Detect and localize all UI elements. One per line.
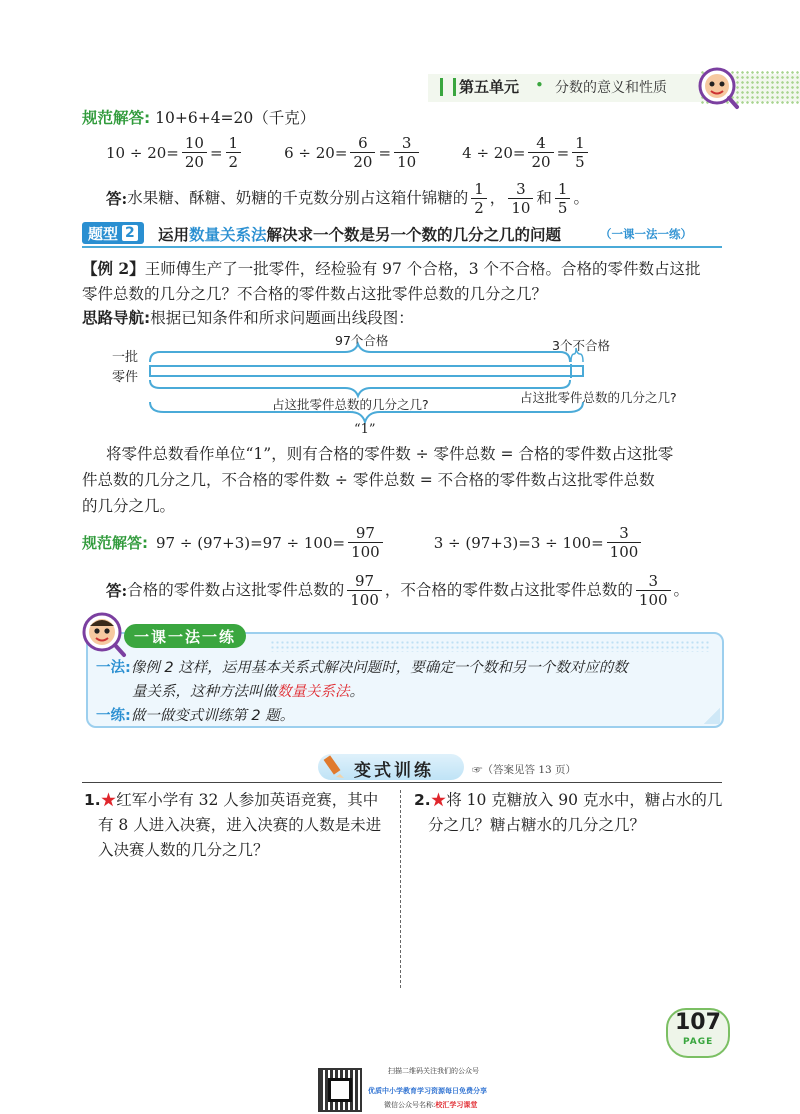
solution2-equations: 规范解答: 97 ÷ (97+3)=97 ÷ 100= $\frac{97}{100}$ 3 ÷ (97+3)=3 ÷ 100= $\frac{3}{100}$	[82, 524, 644, 561]
practice-column-divider	[400, 790, 401, 988]
guide-line: 思路导航:根据已知条件和所求问题画出线段图：	[82, 309, 414, 327]
star-icon: ★	[430, 791, 447, 809]
question-2-line1: 2.★将 10 克糖放入 90 克水中，糖占水的几	[414, 791, 723, 809]
star-icon: ★	[100, 791, 117, 809]
solution1-equations: 10 ÷ 20= $\frac{10}{20}$ = $\frac{1}{2}$ 6 ÷ 20= $\frac{6}{20}$ = $\frac{3}{10}$ 4 ÷ 20= $\frac{4}{20}$ = $\frac{1}{5}$	[106, 134, 591, 171]
header-unit: 第五单元	[459, 78, 520, 96]
question-1-line1: 1.★红军小学有 32 人参加英语竞赛，其中	[84, 791, 379, 809]
fraction: $\frac{10}{20}$	[182, 134, 207, 171]
lesson-fa-line1: 一法:像例 2 这样，运用基本关系式解决问题时，要确定一个数和另一个数对应的数	[96, 660, 628, 676]
brace-top-97	[150, 344, 570, 362]
explain-line1: 将零件总数看作单位“1”，则有合格的零件数 ÷ 零件总数 = 合格的零件数占这批零	[106, 445, 674, 463]
brace-top-3	[571, 348, 583, 362]
diagram-top-right: 3个不合格	[552, 338, 610, 353]
fraction: $\frac{1}{5}$	[572, 134, 588, 171]
fraction: $\frac{1}{2}$	[471, 180, 487, 217]
qr-code-inner	[328, 1078, 352, 1102]
practice-answer-ref: ☞（答案见答 13 页）	[472, 764, 577, 776]
segment-bar	[150, 366, 583, 376]
question-1-line3: 入决赛人数的几分之几？	[98, 841, 269, 859]
lesson-lian-line: 一练:做一做变式训练第 2 题。	[96, 708, 295, 724]
header-dot: •	[535, 76, 544, 94]
fraction: $\frac{97}{100}$	[348, 524, 383, 561]
solution1-answer: 答: 水果糖、酥糖、奶糖的千克数分别占这箱什锦糖的 $\frac{1}{2}$ ， $\frac{3}{10}$ 和 $\frac{1}{5}$ 。	[106, 180, 589, 217]
practice-divider-top	[82, 782, 722, 783]
type-badge: 题型 2	[82, 222, 144, 244]
eq3-lhs: 4 ÷ 20=	[462, 143, 526, 162]
footer-scan: 扫描二维码关注我们的公众号	[388, 1067, 479, 1075]
question-1-line2: 有 8 人进入决赛，进入决赛的人数是未进	[98, 816, 382, 834]
diagram-top-left: 97个合格	[335, 333, 389, 348]
diagram-bottom-right: 占这批零件总数的几分之几?	[520, 390, 677, 405]
footer-wechat: 微信公众号名称:校汇学习课堂	[384, 1101, 478, 1109]
page-number: 107	[675, 1010, 721, 1035]
lesson-dotted-fill	[270, 640, 710, 652]
fraction: $\frac{3}{10}$	[508, 180, 533, 217]
fraction: $\frac{3}{100}$	[607, 524, 642, 561]
page-label: PAGE	[683, 1037, 714, 1047]
fraction: $\frac{4}{20}$	[528, 134, 553, 171]
type-tag: （一课一法一练）	[600, 227, 692, 241]
pencil-icon	[322, 752, 350, 784]
eq2-lhs: 6 ÷ 20=	[284, 143, 348, 162]
mascot-icon	[696, 66, 740, 114]
explain-line3: 的几分之几。	[82, 497, 176, 515]
explain-line2: 件总数的几分之几，不合格的零件数 ÷ 零件总数 = 不合格的零件数占这批零件总数	[82, 471, 655, 489]
solution-label: 规范解答:	[82, 109, 151, 127]
eq1-lhs: 10 ÷ 20=	[106, 143, 179, 162]
lesson-banner: 一课一法一练	[124, 624, 246, 648]
example-line2: 零件总数的几分之几？不合格的零件数占这批零件总数的几分之几？	[82, 285, 548, 303]
lesson-fa-line2: 量关系，这种方法叫做数量关系法。	[132, 684, 364, 700]
diagram-bottom-mid: 占这批零件总数的几分之几?	[272, 397, 429, 412]
fraction: $\frac{6}{20}$	[350, 134, 375, 171]
diagram-unit: “1”	[354, 422, 376, 437]
header-accent-bars	[440, 78, 456, 96]
solution2-answer: 答: 合格的零件数占这批零件总数的 $\frac{97}{100}$ ，不合格的零件数占这批零件总数的 $\frac{3}{100}$ 。	[106, 572, 690, 609]
type-title: 运用数量关系法解决求一个数是另一个数的几分之几的问题	[158, 226, 562, 244]
fraction: $\frac{1}{2}$	[226, 134, 242, 171]
solution1-total-line	[82, 106, 315, 131]
question-2-line2: 分之几？糖占糖水的几分之几？	[428, 816, 646, 834]
fraction: $\frac{1}{5}$	[555, 180, 571, 217]
brace-bottom-97	[150, 380, 570, 396]
solution-total: 10+6+4=20（千克）	[155, 109, 316, 127]
page-curl-icon	[704, 708, 720, 724]
diagram-left-label1: 一批	[112, 350, 139, 365]
fraction: $\frac{97}{100}$	[347, 572, 382, 609]
footer-promo: 优质中小学教育学习资源每日免费分享	[368, 1087, 487, 1095]
fraction: $\frac{3}{10}$	[394, 134, 419, 171]
example-line1: 【例 2】王师傅生产了一批零件，经检验有 97 个合格，3 个不合格。合格的零件数占这批	[82, 259, 701, 278]
practice-title: 变式训练	[354, 761, 434, 781]
diagram-left-label2: 零件	[112, 370, 139, 385]
header-topic: 分数的意义和性质	[555, 80, 667, 96]
solution-label: 规范解答:	[82, 534, 148, 552]
type-badge-number: 2	[122, 225, 138, 241]
fraction: $\frac{3}{100}$	[636, 572, 671, 609]
